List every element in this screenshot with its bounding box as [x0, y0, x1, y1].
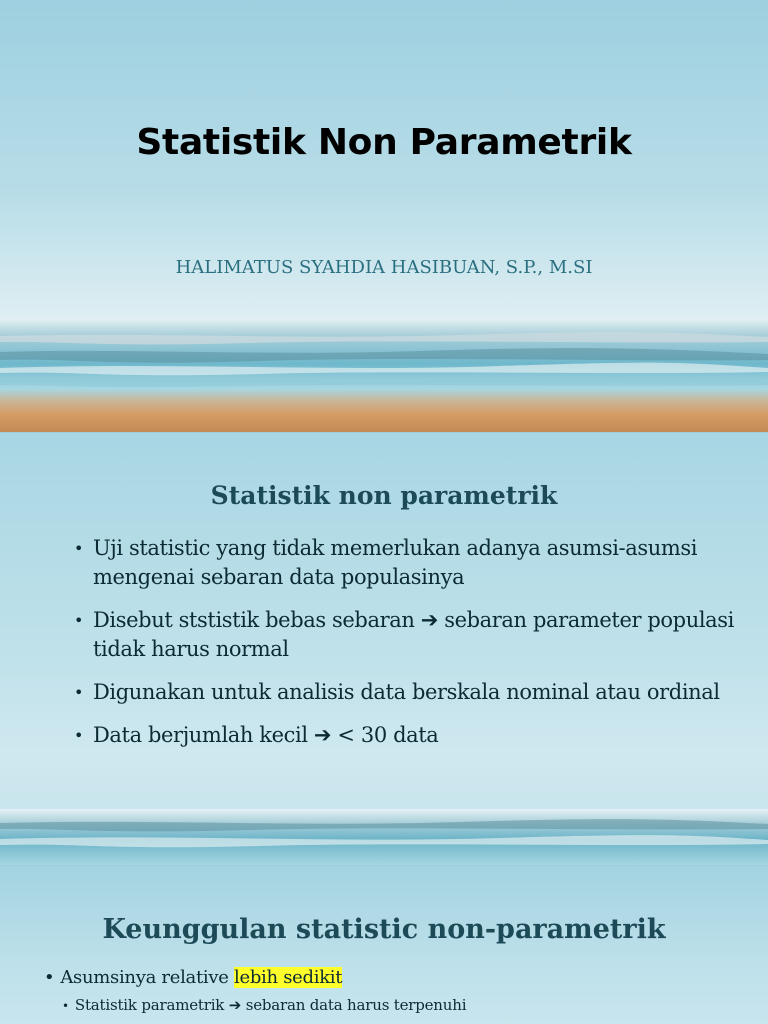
slide-title: Statistik Non Parametrik: [136, 122, 632, 163]
bullet-list: [74, 534, 734, 764]
list-item: • Disebut ststistik bebas sebaran ➔ sebaran parameter populasi tidak harus normal: [74, 606, 734, 664]
highlighted-text: lebih sedikit: [234, 967, 343, 988]
right-arrow-icon: ➔: [313, 723, 332, 747]
sea-horizon-band: [0, 318, 768, 432]
right-arrow-icon: ➔: [420, 608, 438, 632]
content-slide: [0, 866, 768, 1024]
slide-heading: Statistik non parametrik: [210, 481, 558, 510]
author-subtitle: HALIMATUS SYAHDIA HASIBUAN, S.P., M.SI: [175, 257, 593, 278]
list-item: • Data berjumlah kecil ➔ < 30 data: [74, 721, 734, 750]
right-arrow-icon: ➔: [228, 996, 242, 1014]
sea-horizon-band: [0, 809, 768, 865]
list-item: • Digunakan untuk analisis data berskala nominal atau ordinal: [74, 678, 734, 707]
sub-list-item: • Statistik parametrik ➔ sebaran data harus terpenuhi: [62, 996, 467, 1014]
list-item: • Asumsinya relative lebih sedikit: [44, 967, 343, 988]
content-slide: [0, 433, 768, 865]
list-item: • Uji statistic yang tidak memerlukan adanya asumsi-asumsi mengenai sebaran data populasinya: [74, 534, 734, 592]
slide-heading: Keunggulan statistic non-parametrik: [102, 914, 666, 945]
title-slide: [0, 0, 768, 432]
